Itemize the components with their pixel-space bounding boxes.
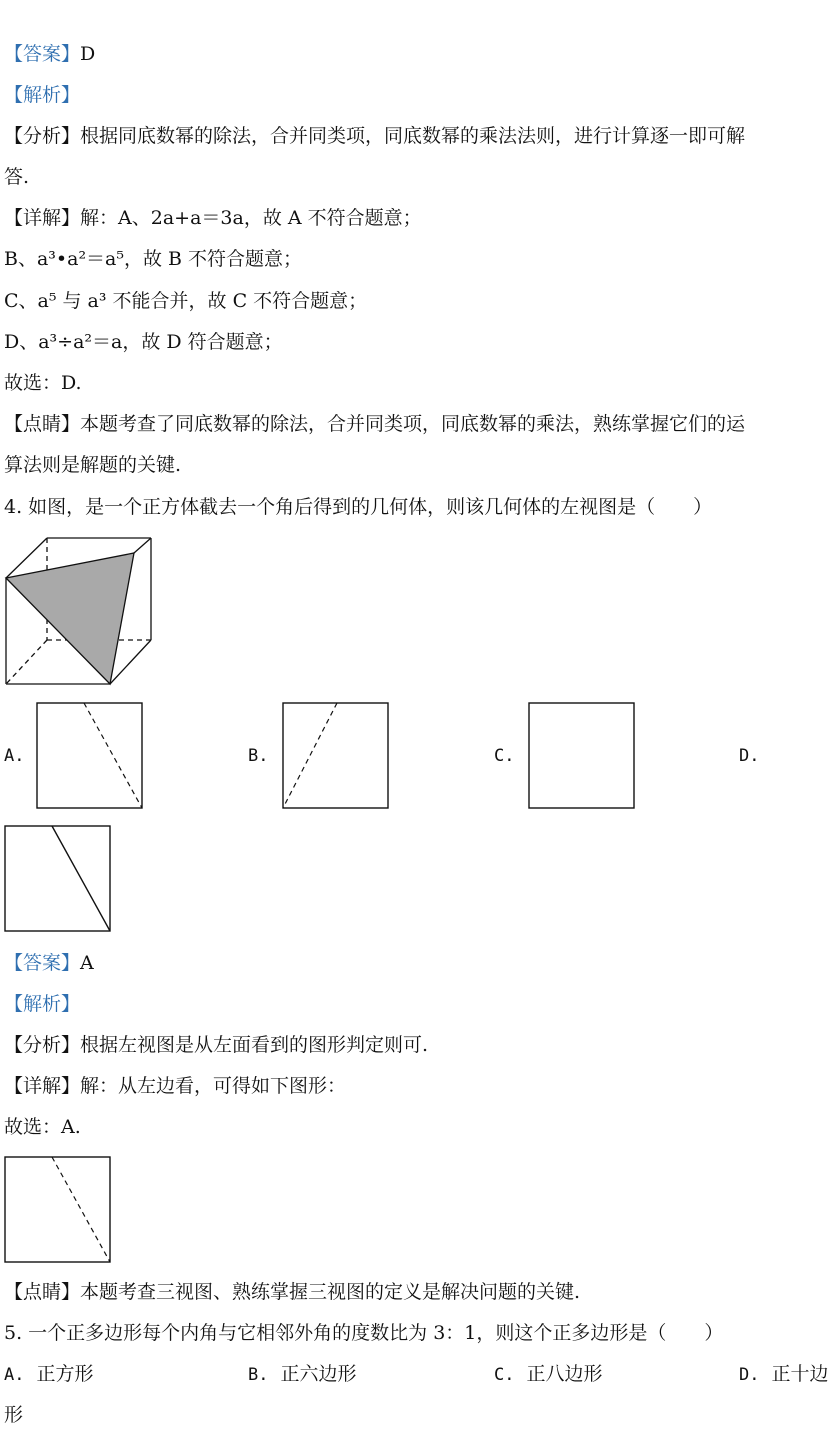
- xiangjie-line-d: D、a³÷a²＝a，故 D 符合题意；: [4, 331, 283, 353]
- dianjing-line-q3: [4, 411, 745, 437]
- option-label: D.: [739, 1365, 760, 1385]
- left-view-figure: [4, 1156, 112, 1264]
- fenxi-line-q3: [4, 123, 745, 149]
- answer-value: D: [80, 43, 96, 65]
- answer-line-q4: [4, 950, 94, 976]
- option-a-figure: [36, 702, 144, 810]
- fenxi-tag: 【分析】: [4, 125, 81, 147]
- xiangjie-text-a: 解：A、2a+a＝3a，故 A 不符合题意；: [80, 207, 422, 229]
- analysis-tag-q4: 【解析】: [4, 993, 81, 1015]
- option-label: A.: [4, 1365, 25, 1385]
- q5-option-c: [494, 1361, 603, 1388]
- cut-face-shaded: [6, 553, 134, 684]
- option-text: 正八边形: [526, 1363, 603, 1385]
- dianjing-tag: 【点睛】: [4, 1281, 81, 1303]
- analysis-tag-q3: 【解析】: [4, 84, 81, 106]
- fenxi-line-q4: [4, 1032, 428, 1058]
- xiangjie-line-b: B、a³•a²＝a⁵，故 B 不符合题意；: [4, 248, 303, 270]
- fenxi-tag: 【分析】: [4, 1034, 81, 1056]
- hidden-edge: [6, 640, 47, 684]
- dianjing-tag: 【点睛】: [4, 413, 81, 435]
- q5-option-a: [4, 1361, 94, 1388]
- choose-line-q3: 故选：D.: [4, 372, 82, 394]
- choose-line-q4: 故选：A.: [4, 1116, 81, 1138]
- xiangjie-text: 解：从左边看，可得如下图形：: [80, 1075, 347, 1097]
- fenxi-text: 根据同底数幂的除法，合并同类项，同底数幂的乘法法则，进行计算逐一即可解: [80, 125, 746, 147]
- option-d-figure: [4, 825, 112, 933]
- xiangjie-line-c: C、a⁵ 与 a³ 不能合并，故 C 不符合题意；: [4, 290, 368, 312]
- option-text: 正六边形: [280, 1363, 357, 1385]
- dianjing-text-wrap-q3: 算法则是解题的关键.: [4, 454, 182, 476]
- xiangjie-tag: 【详解】: [4, 207, 81, 229]
- q5-option-d-wrap: 形: [4, 1404, 24, 1426]
- answer-value: A: [80, 952, 94, 974]
- answer-line-q3: [4, 41, 95, 67]
- question-5-stem: 5. 一个正多边形每个内角与它相邻外角的度数比为 3：1，则这个正多边形是（ ）: [4, 1322, 724, 1344]
- option-c-figure: [528, 702, 636, 810]
- dianjing-text: 本题考查了同底数幂的除法，合并同类项，同底数幂的乘法，熟练掌握它们的运: [80, 413, 746, 435]
- option-text: 正十边: [771, 1363, 829, 1385]
- xiangjie-line-q4: [4, 1073, 346, 1099]
- option-d-label: D.: [739, 746, 760, 766]
- cube-figure: [4, 534, 156, 688]
- dianjing-text: 本题考查三视图、熟练掌握三视图的定义是解决问题的关键.: [80, 1281, 581, 1303]
- answer-tag: 【答案】: [4, 952, 81, 974]
- option-b-figure: [282, 702, 390, 810]
- q5-option-d: [739, 1361, 829, 1388]
- option-label: C.: [494, 1365, 515, 1385]
- option-c-label: C.: [494, 746, 515, 766]
- fenxi-text-wrap-q3: 答.: [4, 166, 30, 188]
- option-b-label: B.: [248, 746, 269, 766]
- xiangjie-tag: 【详解】: [4, 1075, 81, 1097]
- option-text: 正方形: [36, 1363, 94, 1385]
- option-label: B.: [248, 1365, 269, 1385]
- q5-option-b: [248, 1361, 357, 1388]
- answer-tag: 【答案】: [4, 43, 81, 65]
- cube-edge: [134, 538, 151, 553]
- question-4-stem: 4. 如图，是一个正方体截去一个角后得到的几何体，则该几何体的左视图是（ ）: [4, 496, 713, 518]
- dianjing-line-q4: [4, 1279, 580, 1305]
- option-a-label: A.: [4, 746, 25, 766]
- fenxi-text: 根据左视图是从左面看到的图形判定则可.: [80, 1034, 429, 1056]
- xiangjie-line-a: [4, 205, 422, 231]
